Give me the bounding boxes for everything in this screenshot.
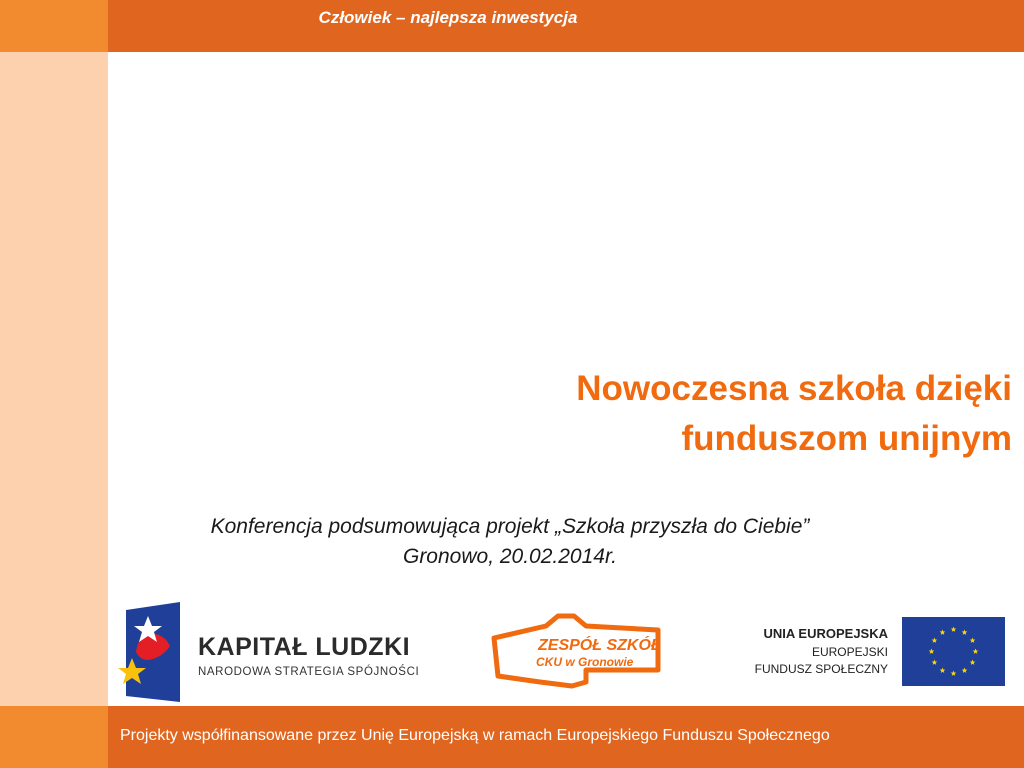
zespol-szkol-line1: ZESPÓŁ SZKÓŁ [538, 637, 661, 654]
slide-subtitle-line2: Gronowo, 20.02.2014r. [402, 545, 618, 568]
kapital-ludzki-logo-icon [118, 600, 188, 704]
kapital-ludzki-name: KAPITAŁ LUDZKI [198, 633, 411, 661]
slide-title-line1: Nowoczesna szkoła dzięki [576, 369, 1012, 408]
slide-subtitle-line1: Konferencja podsumowująca projekt „Szkoła przyszła do Ciebie” [210, 515, 810, 538]
slide-title-line2: funduszom unijnym [681, 419, 1012, 458]
kapital-ludzki-subtitle: NARODOWA STRATEGIA SPÓJNOŚCI [198, 666, 420, 678]
footer-bar [0, 706, 1024, 768]
header-tagline: Człowiek – najlepsza inwestycja [318, 8, 578, 27]
unia-line3: FUNDUSZ SPOŁECZNY [754, 662, 888, 676]
zespol-szkol-line2: CKU w Gronowie [536, 655, 634, 669]
zespol-szkol-logo [488, 612, 678, 690]
header-accent [0, 0, 108, 52]
footer-accent [0, 706, 108, 768]
slide-subtitle [170, 512, 850, 572]
unia-line2: EUROPEJSKI [811, 645, 888, 659]
slide-title [312, 364, 1012, 464]
eu-flag-icon [902, 617, 1005, 686]
header-bar [0, 0, 1024, 52]
side-strip [0, 52, 108, 706]
footer-text: Projekty współfinansowane przez Unię Europejską w ramach Europejskiego Funduszu Społecznego [120, 727, 830, 744]
unia-europejska-logo [740, 620, 1008, 690]
kapital-ludzki-logo [118, 600, 438, 704]
unia-line1: UNIA EUROPEJSKA [763, 626, 888, 641]
